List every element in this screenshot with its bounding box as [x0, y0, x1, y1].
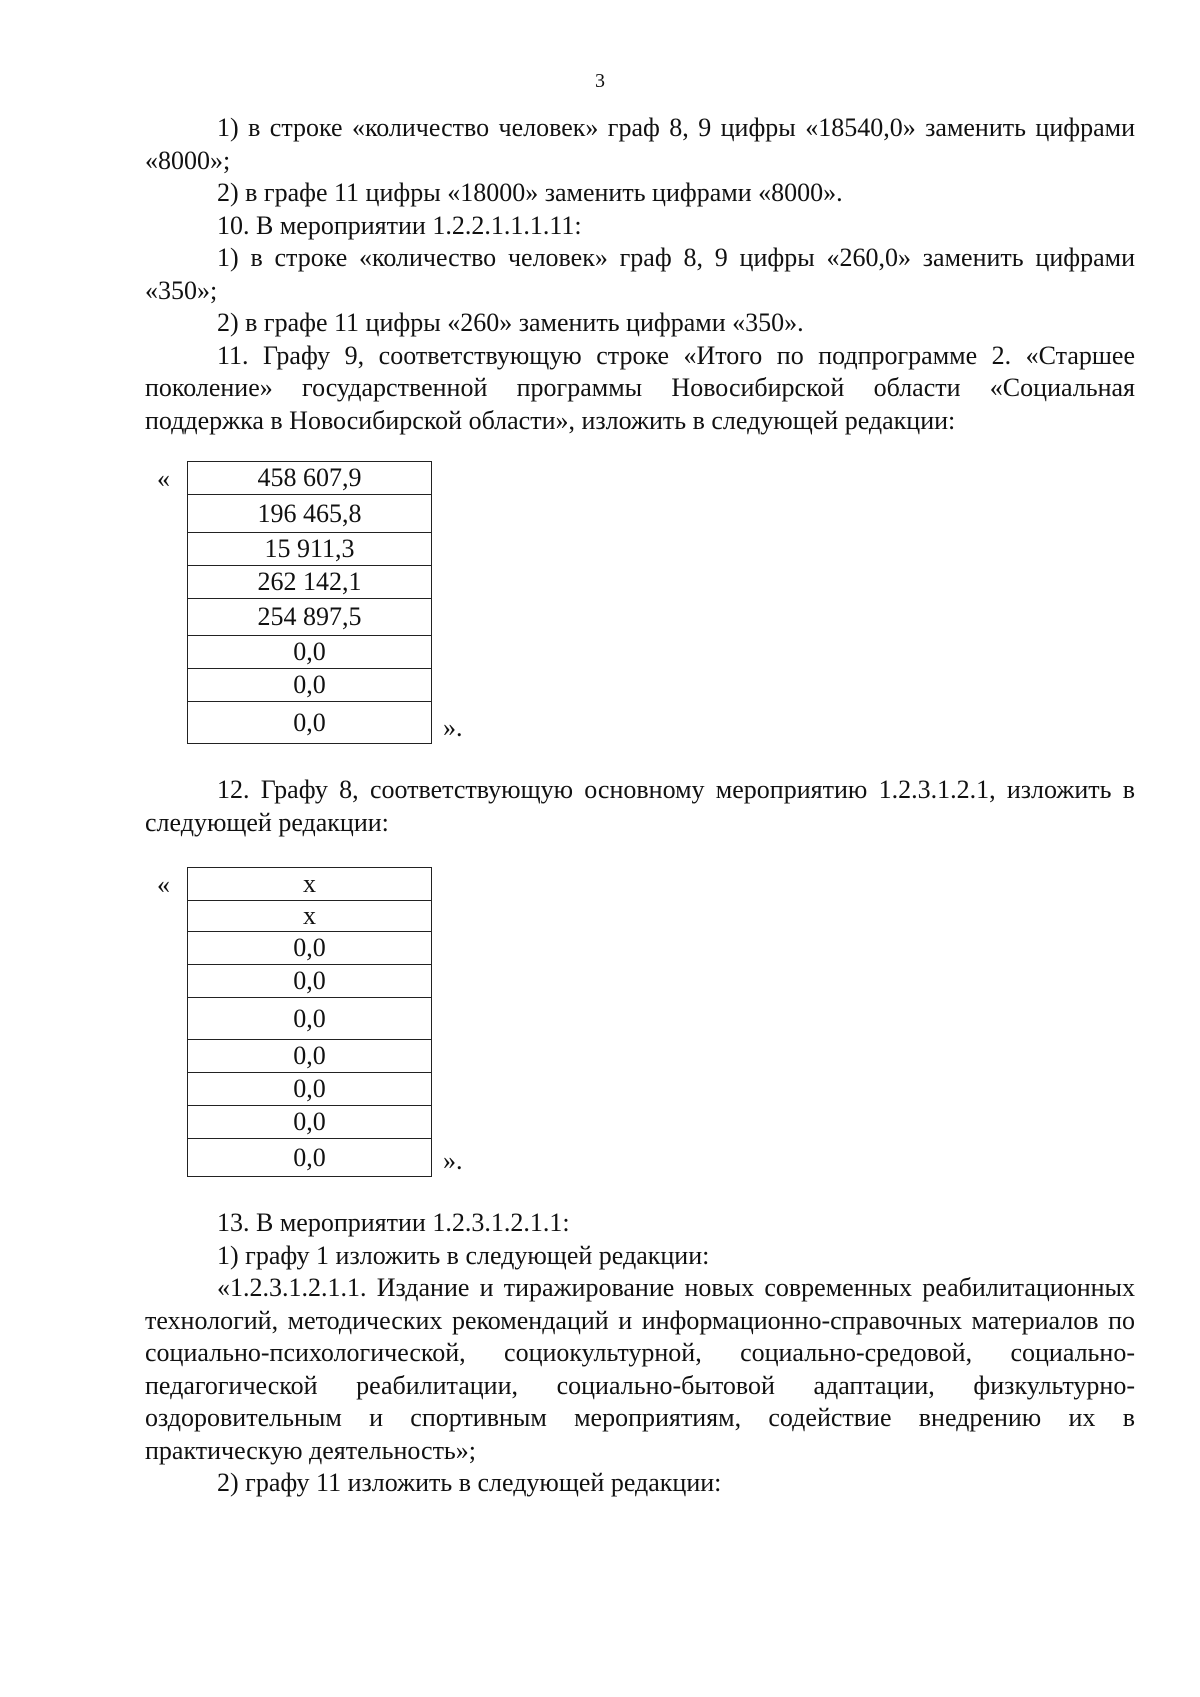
paragraph-11: 11. Графу 9, соответствующую строке «Итого по подпрограмме 2. «Старшее поколение» государственной программы Новосибирской области «Социальная поддержка в Новосибирской области», изложить в следующей редакции:	[145, 340, 1135, 435]
table-row	[188, 1139, 432, 1177]
table-row	[188, 566, 432, 599]
table-cell: 0,0	[188, 1040, 432, 1073]
table-row	[188, 1106, 432, 1139]
page-number: 3	[595, 70, 605, 92]
paragraph-9-1: 1) в строке «количество человек» граф 8, 9 цифры «18540,0» заменить цифрами «8000»;	[145, 113, 1135, 175]
table-row	[188, 636, 432, 669]
table-cell: 254 897,5	[188, 599, 432, 636]
table-2-open-quote: «	[157, 870, 170, 899]
table-row	[188, 533, 432, 566]
paragraph-13-2: 2) графу 11 изложить в следующей редакции:	[217, 1468, 722, 1497]
paragraph-10-2: 2) в графе 11 цифры «260» заменить цифрами «350».	[217, 308, 804, 337]
table-cell: 0,0	[188, 636, 432, 669]
table-cell: x	[188, 868, 432, 901]
paragraph-12: 12. Графу 8, соответствующую основному мероприятию 1.2.3.1.2.1, изложить в следующей редакции:	[145, 775, 1135, 837]
table-cell: 0,0	[188, 932, 432, 965]
table-row	[188, 1073, 432, 1106]
table-cell: 0,0	[188, 669, 432, 702]
table-row	[188, 495, 432, 533]
paragraph-9-2: 2) в графе 11 цифры «18000» заменить цифрами «8000».	[217, 178, 843, 207]
table-cell: 0,0	[188, 1073, 432, 1106]
table-row	[188, 901, 432, 932]
table-row	[188, 932, 432, 965]
table-2-close-quote: ».	[443, 1145, 463, 1175]
table-row	[188, 1040, 432, 1073]
table-cell: 0,0	[188, 998, 432, 1040]
values-table-1	[187, 461, 432, 744]
table-cell: 196 465,8	[188, 495, 432, 533]
table-row	[188, 868, 432, 901]
table-cell: 262 142,1	[188, 566, 432, 599]
table-cell: 0,0	[188, 1106, 432, 1139]
paragraph-10-heading: 10. В мероприятии 1.2.2.1.1.1.11:	[217, 210, 582, 240]
table-cell: x	[188, 901, 432, 932]
table-cell: 458 607,9	[188, 462, 432, 495]
values-table-2	[187, 867, 432, 1177]
paragraph-13-1-text: «1.2.3.1.2.1.1. Издание и тиражирование новых современных реабилитационных технологий, методических рекомендаций и информационно-справочных материалов по социально-психологической, социокультурной, социально-средовой, социально-педагогической реабилитации, социально-бытовой адаптации, физкультурно-оздоровительным и спортивным мероприятиям, содействие внедрению их в практическую деятельность»;	[145, 1273, 1135, 1465]
table-row	[188, 599, 432, 636]
table-cell: 0,0	[188, 702, 432, 744]
paragraph-13-heading: 13. В мероприятии 1.2.3.1.2.1.1:	[217, 1208, 570, 1237]
table-row	[188, 965, 432, 998]
table-row	[188, 998, 432, 1040]
table-row	[188, 462, 432, 495]
table-row	[188, 669, 432, 702]
table-cell: 0,0	[188, 965, 432, 998]
values-table-2-block	[145, 867, 1135, 1177]
table-cell: 15 911,3	[188, 533, 432, 566]
table-1-close-quote: ».	[443, 712, 463, 742]
table-1-open-quote: «	[157, 464, 170, 493]
table-cell: 0,0	[188, 1139, 432, 1177]
table-row	[188, 702, 432, 744]
document-body	[145, 112, 1135, 1500]
paragraph-13-1: 1) графу 1 изложить в следующей редакции:	[217, 1240, 710, 1270]
paragraph-10-1: 1) в строке «количество человек» граф 8, 9 цифры «260,0» заменить цифрами «350»;	[145, 243, 1135, 305]
values-table-1-block	[145, 461, 1135, 744]
